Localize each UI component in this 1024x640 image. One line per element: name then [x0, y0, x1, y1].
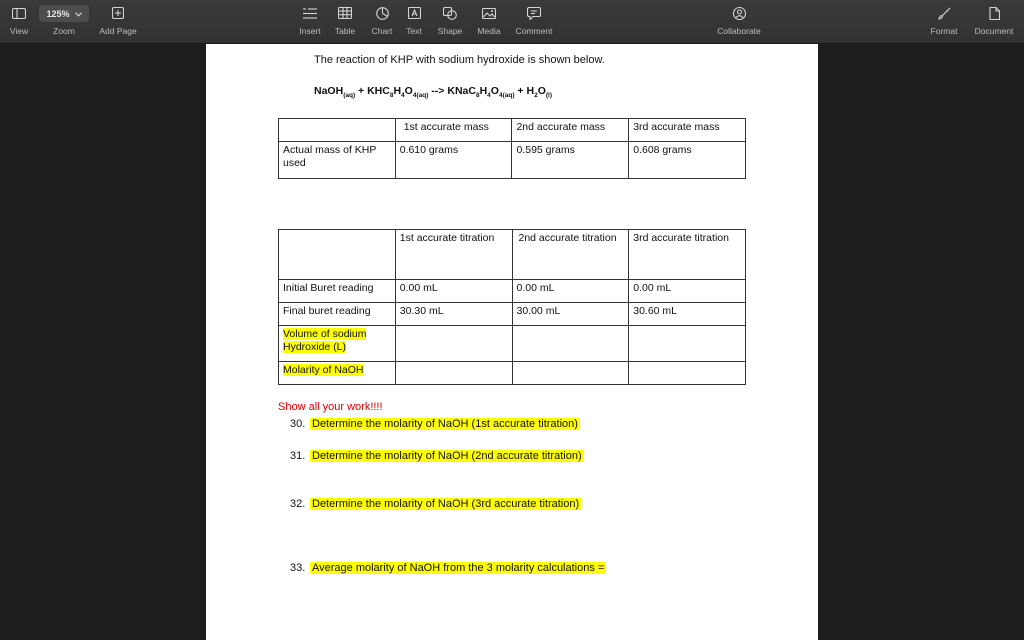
table-cell[interactable]: 0.00 mL	[629, 280, 746, 303]
document-button[interactable]	[970, 0, 1018, 44]
show-work-note: Show all your work!!!!	[278, 401, 383, 413]
table-cell[interactable]	[512, 362, 629, 385]
table-label: Table	[334, 26, 356, 36]
add-page-icon	[112, 0, 124, 26]
table-cell[interactable]	[629, 326, 746, 362]
table-cell[interactable]: 0.00 mL	[512, 280, 629, 303]
titration-table	[278, 229, 746, 385]
question-text: Determine the molarity of NaOH (2nd accurate titration)	[312, 450, 582, 462]
paintbrush-icon	[938, 0, 951, 26]
zoom-value: 125%	[46, 8, 70, 19]
khp-mass-table	[278, 118, 746, 179]
table-header[interactable]: 2nd accurate titration	[512, 230, 629, 280]
table-cell[interactable]: 0.610 grams	[395, 142, 512, 179]
table-row	[279, 230, 746, 280]
add-page-label: Add Page	[99, 26, 137, 36]
shape-label: Shape	[437, 26, 463, 36]
sidebar-icon	[12, 0, 26, 26]
chart-label: Chart	[371, 26, 393, 36]
view-label: View	[9, 26, 29, 36]
highlighted-label: Volume of sodium Hydroxide (L)	[283, 328, 367, 353]
table-cell[interactable]: 0.00 mL	[395, 280, 512, 303]
table-cell[interactable]	[629, 362, 746, 385]
text-label: Text	[406, 26, 422, 36]
question-text: Determine the molarity of NaOH (1st accurate titration)	[312, 418, 578, 430]
table-cell[interactable]: Final buret reading	[279, 303, 396, 326]
table-row	[279, 326, 746, 362]
table-cell[interactable]	[279, 230, 396, 280]
table-cell[interactable]: Initial Buret reading	[279, 280, 396, 303]
table-cell[interactable]	[395, 326, 512, 362]
text-box-icon	[408, 0, 421, 26]
add-page-button[interactable]	[96, 0, 140, 44]
table-row	[279, 362, 746, 385]
table-row	[279, 119, 746, 142]
table-cell[interactable]	[279, 119, 396, 142]
collaborate-icon	[732, 0, 747, 26]
table-cell[interactable]: 30.60 mL	[629, 303, 746, 326]
toolbar	[0, 0, 1024, 44]
table-icon	[338, 0, 352, 26]
media-label: Media	[477, 26, 501, 36]
table-header[interactable]: 1st accurate mass	[395, 119, 512, 142]
question-text: Average molarity of NaOH from the 3 molarity calculations =	[312, 562, 605, 574]
reaction-equation: NaOH$_{(aq)}$ + $KHC_8H_4O_{4(aq)}$ --> $KNaC_8H_4O_{4(aq)} + H_2O_{(l)}$	[314, 85, 553, 100]
shape-icon	[443, 0, 457, 26]
table-header[interactable]: 3rd accurate mass	[629, 119, 746, 142]
table-cell[interactable]	[279, 362, 396, 385]
table-cell[interactable]: 0.595 grams	[512, 142, 629, 179]
question-33	[290, 562, 606, 574]
table-cell[interactable]	[395, 362, 512, 385]
question-32	[290, 498, 581, 510]
chart-button[interactable]	[367, 0, 397, 44]
table-cell[interactable]	[512, 326, 629, 362]
table-row	[279, 142, 746, 179]
chevron-down-icon	[75, 9, 82, 19]
table-cell[interactable]	[279, 326, 396, 362]
view-button[interactable]	[4, 0, 34, 44]
media-button[interactable]	[473, 0, 505, 44]
text-button[interactable]	[402, 0, 426, 44]
question-30	[290, 418, 580, 430]
question-number: 33.	[290, 562, 306, 574]
intro-text: The reaction of KHP with sodium hydroxide is shown below.	[314, 54, 605, 66]
format-button[interactable]	[926, 0, 962, 44]
document-label: Document	[974, 26, 1014, 36]
table-header[interactable]: 3rd accurate titration	[629, 230, 746, 280]
format-label: Format	[930, 26, 958, 36]
question-number: 30.	[290, 418, 306, 430]
table-header[interactable]: 2nd accurate mass	[512, 119, 629, 142]
insert-list-icon	[303, 0, 317, 26]
document-icon	[989, 0, 1000, 26]
table-header[interactable]: 1st accurate titration	[395, 230, 512, 280]
shape-button[interactable]	[434, 0, 466, 44]
question-number: 32.	[290, 498, 306, 510]
comment-button[interactable]	[512, 0, 556, 44]
zoom-control[interactable]	[39, 0, 89, 44]
document-page[interactable]	[206, 44, 818, 640]
table-row	[279, 280, 746, 303]
insert-button[interactable]	[294, 0, 326, 44]
table-cell[interactable]: 30.00 mL	[512, 303, 629, 326]
highlighted-label: Molarity of NaOH	[283, 364, 364, 376]
collaborate-label: Collaborate	[717, 26, 761, 36]
comment-icon	[527, 0, 541, 26]
insert-label: Insert	[299, 26, 321, 36]
chart-pie-icon	[376, 0, 389, 26]
question-number: 31.	[290, 450, 306, 462]
comment-label: Comment	[515, 26, 553, 36]
table-cell[interactable]: 0.608 grams	[629, 142, 746, 179]
table-cell[interactable]: Actual mass of KHP used	[279, 142, 396, 179]
zoom-label: Zoom	[53, 26, 75, 36]
image-icon	[482, 0, 496, 26]
table-row	[279, 303, 746, 326]
collaborate-button[interactable]	[712, 0, 766, 44]
question-31	[290, 450, 584, 462]
question-text: Determine the molarity of NaOH (3rd accurate titration)	[312, 498, 580, 510]
table-button[interactable]	[331, 0, 359, 44]
zoom-dropdown[interactable]	[39, 5, 88, 22]
table-cell[interactable]: 30.30 mL	[395, 303, 512, 326]
